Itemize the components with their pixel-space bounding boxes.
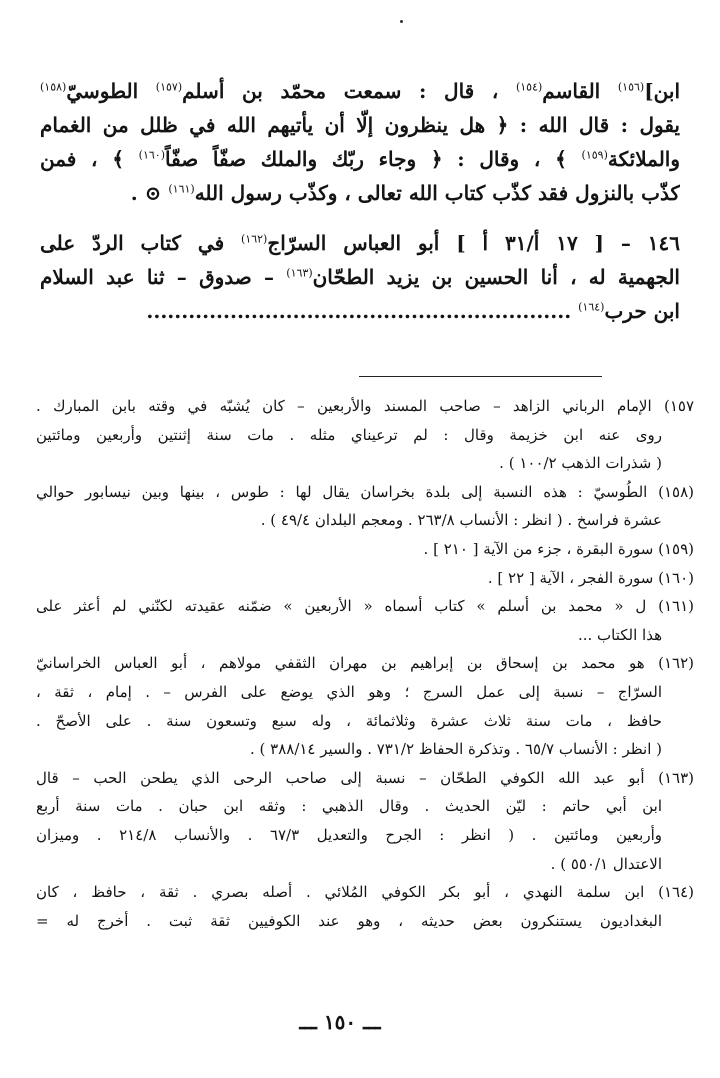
footnote-ref: (١٥٦) [617,80,645,94]
footnote-ref: (١٥٨) [40,80,67,94]
footnote-ref: (١٥٤) [515,80,543,94]
footnote-ref: (١٦٤) [578,300,605,314]
page-number: ـــ ١٥٠ ـــ [299,1010,381,1034]
footnote-line: السرّاج – نسبة إلى عمل السرج ؛ وهو الذي يوضع على الفرس – . إمام ، ثقة ، [36,682,662,701]
footnote-line: الاعتدال ٥٥٠/١ ) . [550,854,662,873]
main-line-7: ابن حرب$^{(١٦٤)}$ ............................................................. [146,299,680,323]
main-line-4: كذّب بالنزول فقد كذّب كتاب الله تعالى ، وكذّب رسول الله$^{(١٦١)}$ ⊙ . [130,181,680,205]
footnote-line: هذا الكتاب ... [577,625,662,644]
footnote-line: عشرة فراسخ . ( انظر : الأنساب ٢٦٣/٨ . ومعجم البلدان ٤٩/٤ ) . [260,511,662,530]
footnote-ref: (١٥٧) [155,80,183,94]
footnote-line: (١٦١) ل « محمد بن أسلم » كتاب أسماه « الأربعين » ضمّنه عقيدته لكنّني لم أعثر على [36,597,694,616]
footnote-line: (١٥٩) سورة البقرة ، جزء من الآية [ ٢١٠ ] . [423,539,694,558]
footnote-ref: (١٦٣) [286,266,313,280]
footnote-line: (١٦٢) هو محمد بن إسحاق بن إبراهيم بن مهران الثقفي مولاهم ، أبو العباس الخراسانيّ [36,654,694,673]
main-line-5: ١٤٦ – [ ١٧ أ/٣١ أ ] أبو العباس السرّاج$^{(١٦٢)}$ في كتاب الردّ على [40,231,680,255]
footnote-line: حافظ ، مات سنة ثلاث عشرة وثلاثمائة ، وله سبع وتسعون سنة . على الأصحّ . [36,711,662,730]
footnote-ref: (١٦٢) [241,232,268,246]
footnote-separator [359,376,602,377]
footnote-line: (١٦٣) أبو عبد الله الكوفي الطحّان – نسبة إلى صاحب الرحى الذي يطحن الحب – قال [36,768,694,787]
footnote-ref: (١٥٩) [581,148,608,162]
footnote-line: ( انظر : الأنساب ٦٥/٧ . وتذكرة الحفاظ ٧٣١/٢ . والسير ٣٨٨/١٤ ) . [250,740,662,759]
footnote-line: (١٦٠) سورة الفجر ، الآية [ ٢٢ ] . [487,568,694,587]
footnote-line: ( شذرات الذهب ١٠٠/٢ ) . [499,454,662,473]
footnote-line: ابن أبي حاتم : ليّن الحديث . وقال الذهبي : وثقه ابن حبان . مات سنة أربع [36,797,662,816]
page-mark [400,20,403,23]
footnote-line: (١٥٨) الطُوسيّ : هذه النسبة إلى بلدة بخراسان يقال لها : طوس ، بينها وبين نيسابور حوالي [36,482,694,501]
footnote-line: (١٦٤) ابن سلمة النهدي ، أبو بكر الكوفي المُلائي . أصله بصري . ثقة ، حافظ ، كان [36,883,694,902]
main-line-2: يقول : قال الله : ﴿ هل ينظرون إلّا أن يأتيهم الله في ظلل من الغمام [40,113,680,137]
footnote-line: ١٥٧) الإمام الرباني الزاهد – صاحب المسند والأربعين – كان يُشبّه في وقته بابن المبارك . [36,397,694,415]
main-line-1: ابن]$^{(١٥٦)}$ القاسم$^{(١٥٤)}$ ، قال : سمعت محمّد بن أسلم$^{(١٥٧)}$ الطوسيّ$^{(١٥٨)}$ [40,79,680,103]
main-line-3: والملائكة$^{(١٥٩)}$ ﴾ ، وقال : ﴿ وجاء ربّك والملك صفّاً صفّاً$^{(١٦٠)}$ ﴾ ، فمن [40,147,680,171]
main-text [40,74,680,328]
footnote-ref: (١٦٠) [138,148,165,162]
footnote-line: البغداديون يستنكرون بعض حديثه ، وهو عند الكوفيين ثقة ثبت . أخرج له = [36,911,662,930]
footnotes [36,392,694,935]
main-line-6: الجهمية له ، أنا الحسين بن يزيد الطحّان$^{(١٦٣)}$ – صدوق – ثنا عبد السلام [40,265,680,289]
footnote-ref: (١٦١) [168,182,195,196]
footnote-line: وأربعين ومائتين . ( انظر : الجرح والتعديل ٦٧/٣ . والأنساب ٢١٤/٨ . وميزان [36,825,662,844]
footnote-line: روى عنه ابن خزيمة وقال : لم ترعيناي مثله . مات سنة إثنتين وأربعين ومائتين [36,425,662,444]
